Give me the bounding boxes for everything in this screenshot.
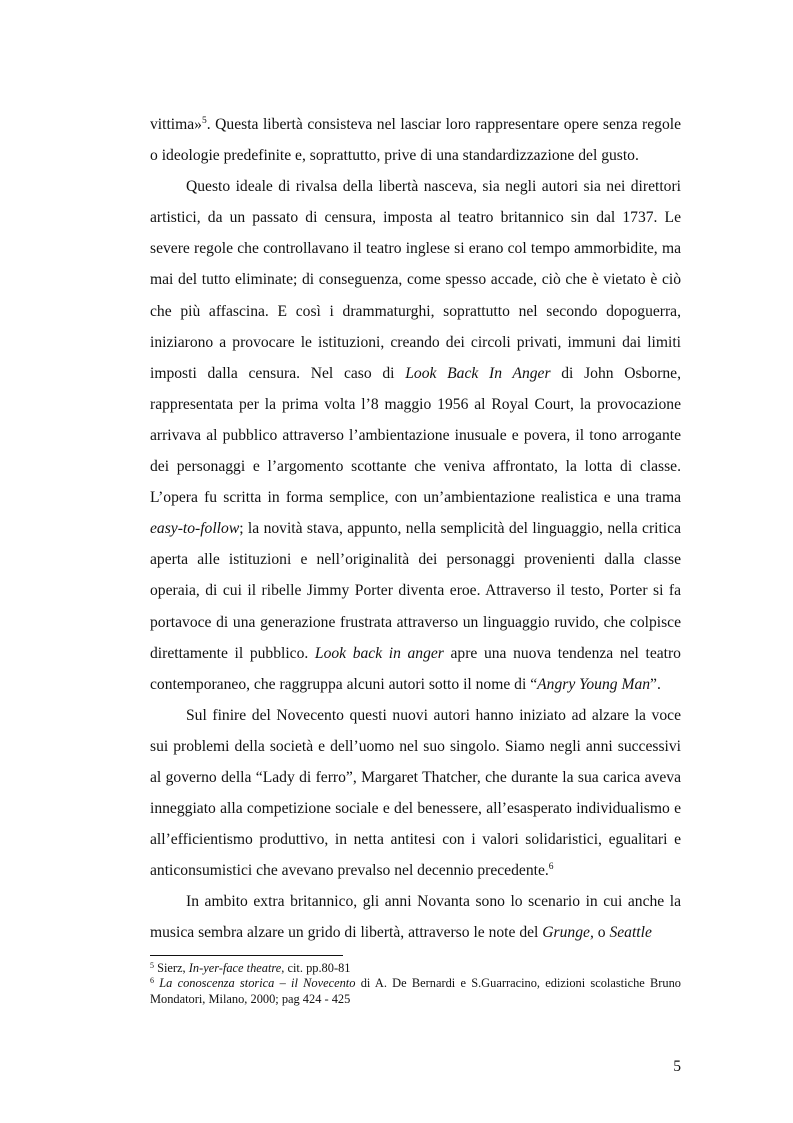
body-text xyxy=(150,109,681,949)
paragraph-2: Questo ideale di rivalsa della libertà nasceva, sia negli autori sia nei direttori artistici, da un passato di censura, imposta al teatro britannico sin dal 1737. Le severe regole che controllavano il teatro inglese si erano col tempo ammorbidite, ma mai del tutto eliminate; di conseguenza, come spesso accade, ciò che è vietato è ciò che più affascina. E così i drammaturghi, soprattutto nel secondo dopoguerra, iniziarono a provocare le istituzioni, creando dei circoli privati, immuni dai limiti imposti dalla censura. Nel caso di Look Back In Anger di John Osborne, rappresentata per la prima volta l’8 maggio 1956 al Royal Court, la provocazione arrivava al pubblico attraverso l’ambientazione inusuale e povera, il tono arrogante dei personaggi e l’argomento scottante che veniva affrontato, la lotta di classe. L’opera fu scritta in forma semplice, con un’ambientazione realistica e una trama easy-to-follow; la novità stava, appunto, nella semplicità del linguaggio, nella critica aperta alle istituzioni e nell’originalità dei personaggi provenienti dalla classe operaia, di cui il ribelle Jimmy Porter diventa eroe. Attraverso il testo, Porter si fa portavoce di una generazione frustrata attraverso un linguaggio ruvido, che colpisce direttamente il pubblico. Look back in anger apre una nuova tendenza nel teatro contemporaneo, che raggruppa alcuni autori sotto il nome di “Angry Young Man”. xyxy=(150,178,681,693)
paragraph-3: Sul finire del Novecento questi nuovi autori hanno iniziato ad alzare la voce sui problemi della società e dell’uomo nel suo singolo. Siamo negli anni successivi al governo della “Lady di ferro”, Margaret Thatcher, che durante la sua carica aveva inneggiato alla competizione sociale e del benessere, all’esasperato individualismo e all’efficientismo produttivo, in netta antitesi con i valori solidaristici, egualitari e anticonsumistici che avevano prevalso nel decennio precedente.$^6$ xyxy=(150,706,681,880)
footnote-6: $^6$ La conoscenza storica – il Novecento di A. De Bernardi e S.Guarracino, edizioni scolastiche Bruno Mondatori, Milano, 2000; pag 424 - 425 xyxy=(150,976,681,1006)
title-look-back-in-anger-2: Look back in anger xyxy=(314,644,444,662)
title-look-back-in-anger: Look Back In Anger xyxy=(405,364,551,382)
page-number: 5 xyxy=(673,1058,681,1075)
footnote-5: $^5$ Sierz, In-yer-face theatre, cit. pp.80-81 xyxy=(150,961,351,975)
paragraph-1: vittima»$^5$. Questa libertà consisteva nel lasciar loro rappresentare opere senza regole o ideologie predefinite e, soprattutto, prive di una standardizzazione del gusto. xyxy=(150,116,681,165)
footnote-separator xyxy=(150,955,343,956)
footnote-ref-5: 5 xyxy=(201,116,207,126)
paragraph-4: In ambito extra britannico, gli anni Novanta sono lo scenario in cui anche la musica sembra alzare un grido di libertà, attraverso le note del Grunge, o Seattle xyxy=(150,893,681,942)
term-angry-young-man: Angry Young Man xyxy=(537,675,651,693)
footnotes xyxy=(150,961,681,1007)
term-easy-to-follow: easy-to-follow xyxy=(150,520,240,538)
term-seattle: Seattle xyxy=(609,924,652,942)
footnote-ref-6: 6 xyxy=(548,862,554,873)
term-grunge: Grunge, xyxy=(542,924,594,942)
